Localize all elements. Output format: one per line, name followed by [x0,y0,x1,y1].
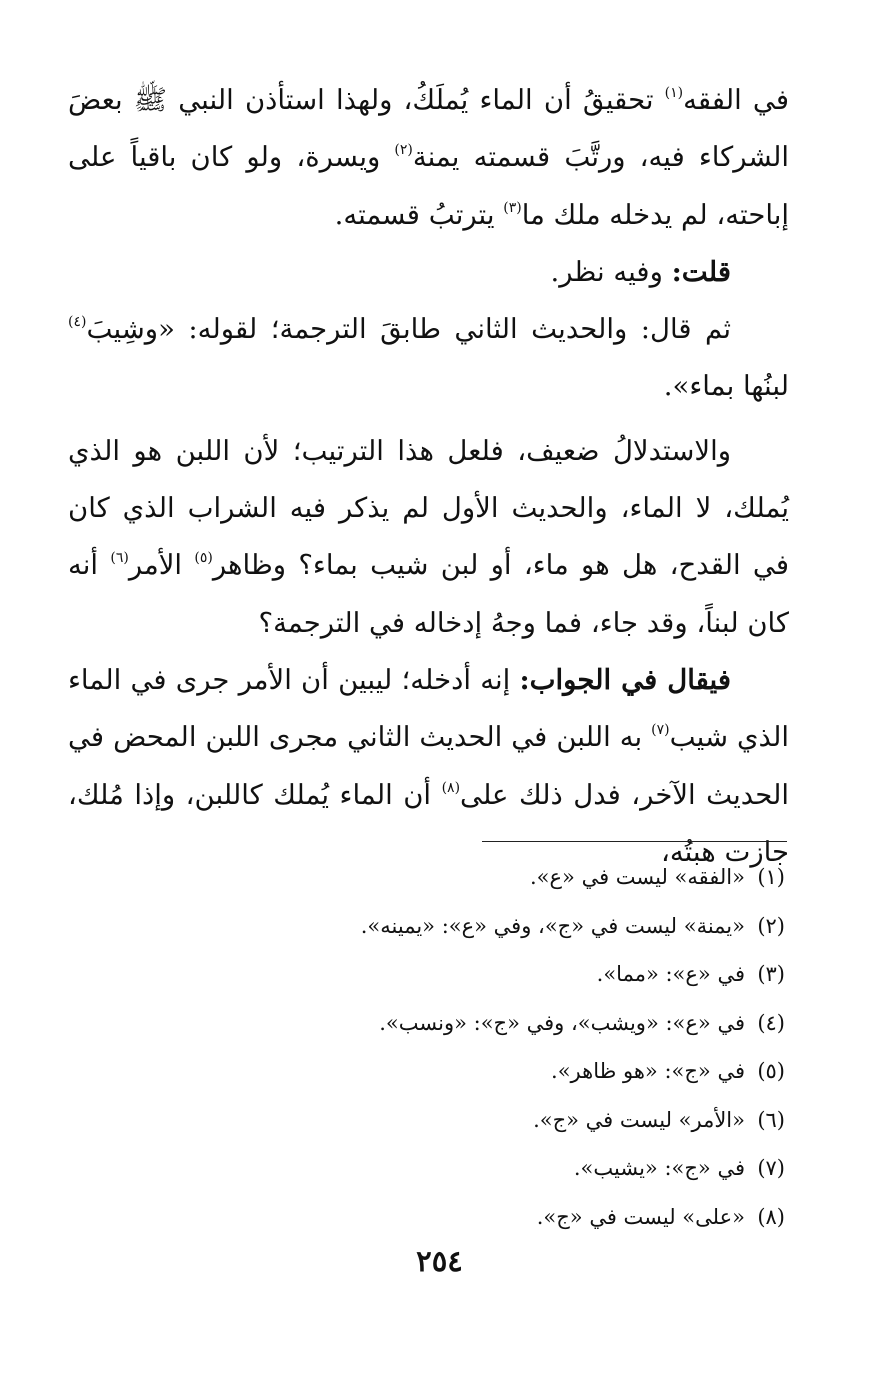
footnote-item [68,1144,785,1193]
footnote-number: (٢) [757,913,785,938]
footnote-separator [482,841,787,842]
footnote-number: (١) [757,865,785,889]
footnote-ref-6[interactable]: (٦) [110,550,129,567]
footnote-number: (٨) [757,1204,785,1229]
footnote-text: «على» ليست في «ج». [536,1204,745,1229]
footnote-ref-5[interactable]: (٥) [194,550,213,567]
main-text [68,72,789,881]
footnote-number: (٤) [757,1010,785,1035]
footnote-text: «الفقه» ليست في «ع». [530,865,745,889]
footnote-number: (٧) [757,1156,785,1180]
footnotes-list [68,853,785,1241]
footnote-number: (٥) [757,1059,785,1083]
paragraph-4: والاستدلالُ ضعيف، فلعل هذا الترتيب؛ لأن اللبن هو الذي يُملك، لا الماء، والحديث الأول لم يذكر فيه الشراب الذي كان في القدح، هل هو ماء، أو لبن شيب بماء؟ وظاهر$^{(٥)}$ الأمر$^{(٦)}$ أنه كان لبناً، وقد جاء، فما وجهُ إدخاله في الترجمة؟ [68,434,789,639]
footnote-ref-4[interactable]: (٤) [68,314,87,331]
footnote-text: في «ج»: «يشيب». [573,1156,745,1180]
page-number: ٢٥٤ [416,1244,463,1278]
footnote-item [68,1193,785,1242]
footnote-text: في «ج»: «هو ظاهر». [551,1059,745,1083]
footnote-ref-3[interactable]: (٣) [503,199,522,216]
footnote-text: في «ع»: «مما». [596,962,745,986]
paragraph-1: في الفقه$^{(١)}$ تحقيقُ أن الماء يُملَكُ، ولهذا استأذن النبي ﷺ بعضَ الشركاء فيه، ورتَّبَ قسمته يمنة$^{(٢)}$ ويسرة، ولو كان باقياً على إباحته، لم يدخله ملك ما$^{(٣)}$ يترتبُ قسمته. [68,84,789,231]
footnote-ref-2[interactable]: (٢) [394,142,413,159]
footnote-item [68,853,785,902]
paragraph-2: قلت: وفيه نظر. [550,255,731,288]
footnote-ref-1[interactable]: (١) [664,85,684,101]
footnote-item [68,999,785,1048]
footnote-ref-8[interactable]: (٨) [441,779,461,796]
footnote-item [68,902,785,951]
footnote-item [68,950,785,999]
footnote-text: «يمنة» ليست في «ج»، وفي «ع»: «يمينه». [360,913,745,938]
footnote-number: (٦) [757,1107,785,1132]
paragraph-3: ثم قال: والحديث الثاني طابقَ الترجمة؛ لقوله: «وشِيبَ$^{(٤)}$ لبنُها بماء». [68,313,789,403]
footnote-text: في «ع»: «ويشب»، وفي «ج»: «ونسب». [379,1010,745,1035]
footnote-item [68,1047,785,1096]
footnote-text: «الأمر» ليست في «ج». [533,1107,745,1132]
footnote-number: (٣) [757,962,785,986]
footnote-item [68,1096,785,1145]
paragraph-5: فيقال في الجواب: إنه أدخله؛ ليبين أن الأمر جرى في الماء الذي شيب$^{(٧)}$ به اللبن في الحديث الثاني مجرى اللبن المحض في الحديث الآخر، فدل ذلك على$^{(٨)}$ أن الماء يُملك كاللبن، وإذا مُلك، جازت هبتُه، [68,663,789,868]
footnote-ref-7[interactable]: (٧) [651,722,670,739]
